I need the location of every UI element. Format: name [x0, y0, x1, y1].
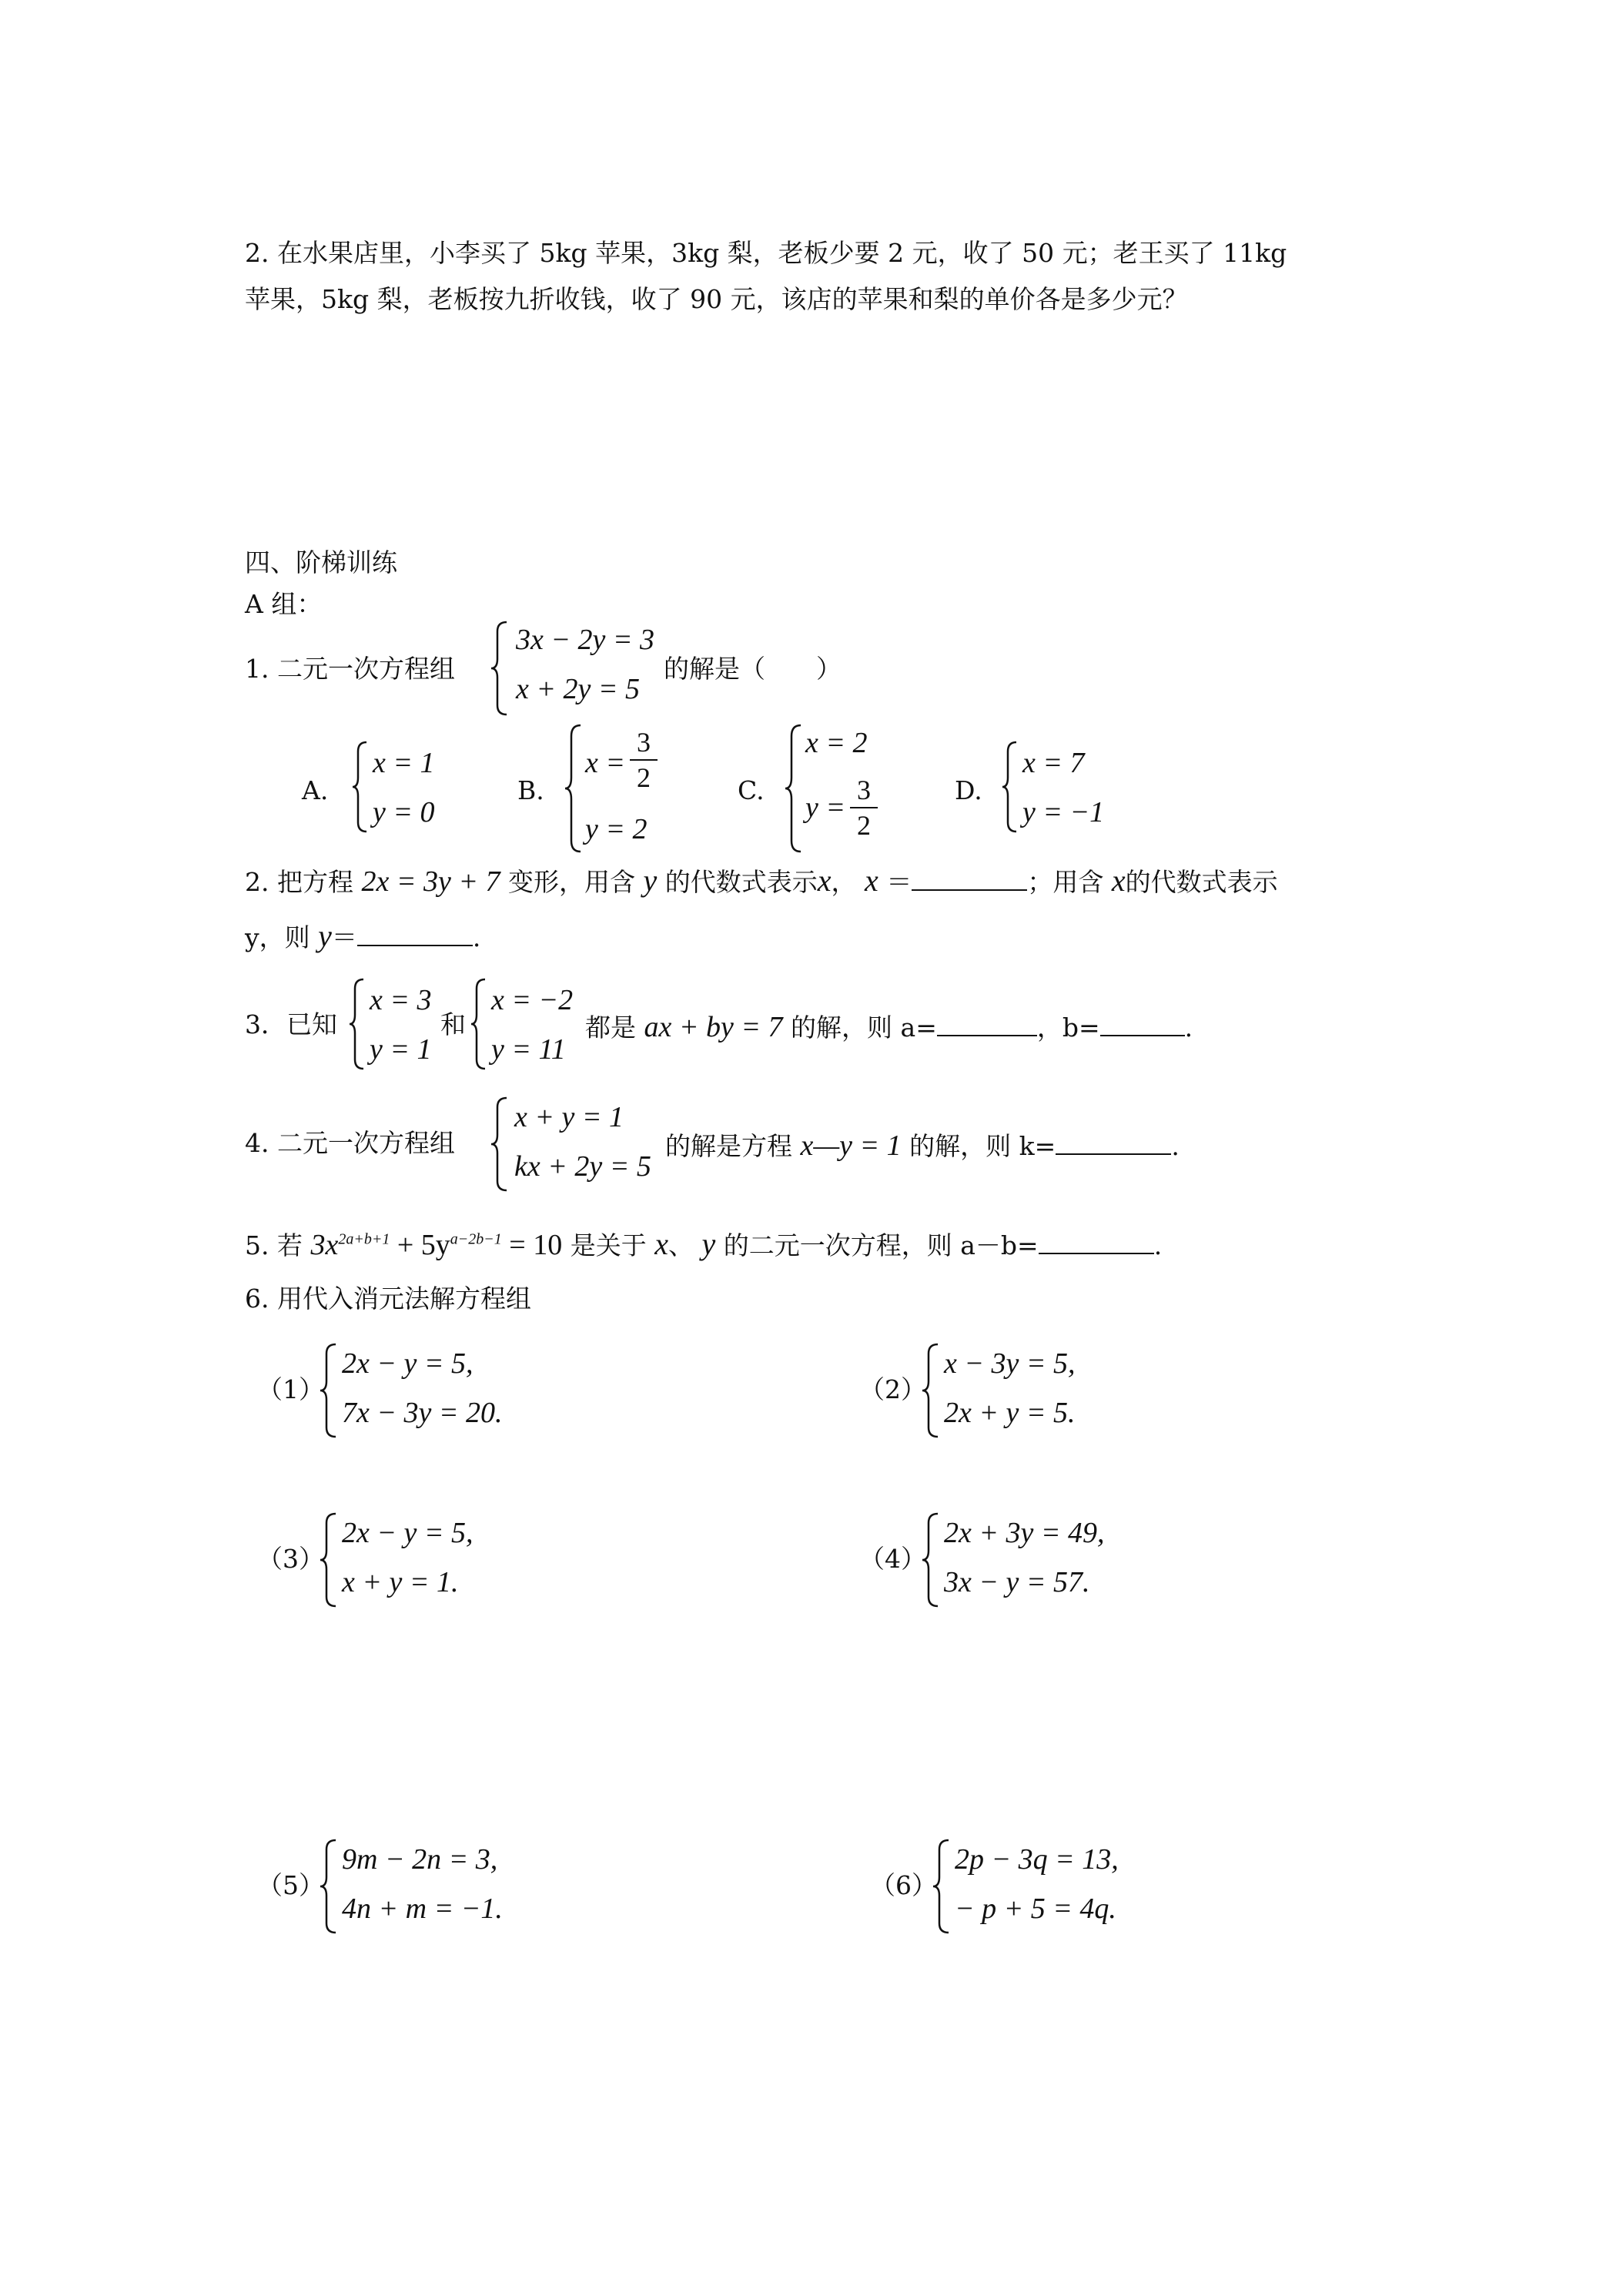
option-b-eq-2: y = 2 — [585, 813, 648, 845]
brace-icon — [932, 1839, 953, 1934]
option-c-fraction: 3 2 — [850, 776, 878, 839]
q3-rest: 都是 ax + by = 7 的解，则 a= ，b= . — [585, 1011, 1193, 1043]
brace-icon — [490, 621, 511, 716]
answer-blank[interactable] — [937, 1012, 1037, 1036]
q6-item-2-eq-1: x − 3y = 5, — [944, 1347, 1076, 1380]
brace-icon — [921, 1343, 942, 1438]
brace-icon — [784, 724, 805, 853]
option-d-eq-1: x = 7 — [1022, 747, 1085, 779]
problem-2-line-2: 苹果，5kg 梨，老板按九折收钱，收了 90 元，该店的苹果和梨的单价各是多少元？ — [245, 284, 1188, 314]
q6-item-1-label: （1） — [257, 1374, 324, 1404]
option-b-fraction: 3 2 — [630, 728, 658, 792]
q1-suffix: 的解是（ ） — [664, 654, 842, 684]
option-c-eq-2: y = — [805, 792, 846, 824]
brace-icon — [319, 1512, 340, 1608]
q2-line-1: 2. 把方程 2x = 3y + 7 变形，用含 y 的代数式表示x， x ＝ ；用含 x的代数式表示 — [245, 863, 1278, 898]
q3-set-1-eq-2: y = 1 — [370, 1033, 432, 1066]
brace-icon — [921, 1512, 942, 1608]
q6-item-3-eq-2: x + y = 1. — [342, 1566, 459, 1598]
q3-set-2-eq-2: y = 11 — [491, 1033, 566, 1066]
q6-item-3-eq-1: 2x − y = 5, — [342, 1517, 474, 1549]
q6-item-4-label: （4） — [859, 1544, 926, 1574]
option-a-eq-2: y = 0 — [373, 796, 435, 828]
option-b-eq-1: x = — [585, 747, 626, 779]
q6-item-2-label: （2） — [859, 1374, 926, 1404]
q6-item-5-eq-1: 9m − 2n = 3, — [342, 1843, 498, 1876]
q6-item-6-eq-1: 2p − 3q = 13, — [955, 1843, 1119, 1876]
q6-item-4-eq-1: 2x + 3y = 49, — [944, 1517, 1105, 1549]
q1-prefix: 1. 二元一次方程组 — [245, 654, 455, 684]
q6-item-6-label: （6） — [870, 1870, 937, 1900]
q4-eq-1: x + y = 1 — [514, 1101, 624, 1133]
answer-blank[interactable] — [912, 866, 1027, 891]
q6-item-5-label: （5） — [257, 1870, 324, 1900]
answer-blank[interactable] — [1039, 1230, 1154, 1254]
problem-2-line-1: 2. 在水果店里，小李买了 5kg 苹果，3kg 梨，老板少要 2 元，收了 50 元；老王买了 11kg — [245, 238, 1287, 268]
q3-set-1-eq-1: x = 3 — [370, 984, 432, 1016]
q6-item-2-eq-2: 2x + y = 5. — [944, 1397, 1076, 1429]
q4-eq-2: kx + 2y = 5 — [514, 1150, 651, 1183]
q3-set-2-eq-1: x = −2 — [491, 984, 574, 1016]
q6-item-1-eq-2: 7x − 3y = 20. — [342, 1397, 503, 1429]
q6-title: 6. 用代入消元法解方程组 — [245, 1284, 531, 1314]
answer-blank[interactable] — [357, 922, 473, 946]
q6-item-5-eq-2: 4n + m = −1. — [342, 1893, 503, 1925]
option-d-eq-2: y = −1 — [1022, 796, 1105, 828]
option-d-label: D. — [955, 775, 982, 805]
brace-icon — [470, 978, 490, 1070]
brace-icon — [1001, 741, 1021, 833]
brace-icon — [319, 1343, 340, 1438]
brace-icon — [348, 978, 368, 1070]
brace-icon — [351, 741, 371, 833]
q6-item-6-eq-2: − p + 5 = 4q. — [955, 1893, 1116, 1925]
option-c-label: C. — [738, 775, 765, 805]
option-c-eq-1: x = 2 — [805, 727, 868, 759]
q4-prefix: 4. 二元一次方程组 — [245, 1128, 455, 1158]
option-a-label: A. — [302, 775, 329, 805]
q6-item-3-label: （3） — [257, 1544, 324, 1574]
q5-line: 5. 若 $3x^{2a+b+1} + 5y^{a-2b-1} = 10$ 是关于 x、 y 的二元一次方程，则 a－b= . — [245, 1227, 1163, 1261]
q1-eq-1: 3x − 2y = 3 — [516, 624, 655, 656]
answer-blank[interactable] — [1100, 1012, 1185, 1036]
answer-blank[interactable] — [1056, 1130, 1171, 1155]
brace-icon — [564, 724, 585, 853]
option-b-label: B. — [517, 775, 544, 805]
q4-rest: 的解是方程 x—y = 1 的解，则 k= . — [665, 1130, 1180, 1162]
q2-line-2: y，则 y＝ . — [245, 919, 481, 953]
brace-icon — [319, 1839, 340, 1934]
q1-eq-2: x + 2y = 5 — [516, 673, 641, 705]
brace-icon — [490, 1096, 511, 1192]
group-label: A 组： — [245, 589, 323, 619]
q3-and: 和 — [440, 1009, 466, 1039]
q6-item-1-eq-1: 2x − y = 5, — [342, 1347, 474, 1380]
q3-prefix: 3．已知 — [245, 1009, 337, 1039]
section-title: 四、阶梯训练 — [245, 547, 397, 577]
option-a-eq-1: x = 1 — [373, 747, 435, 779]
q6-item-4-eq-2: 3x − y = 57. — [944, 1566, 1090, 1598]
